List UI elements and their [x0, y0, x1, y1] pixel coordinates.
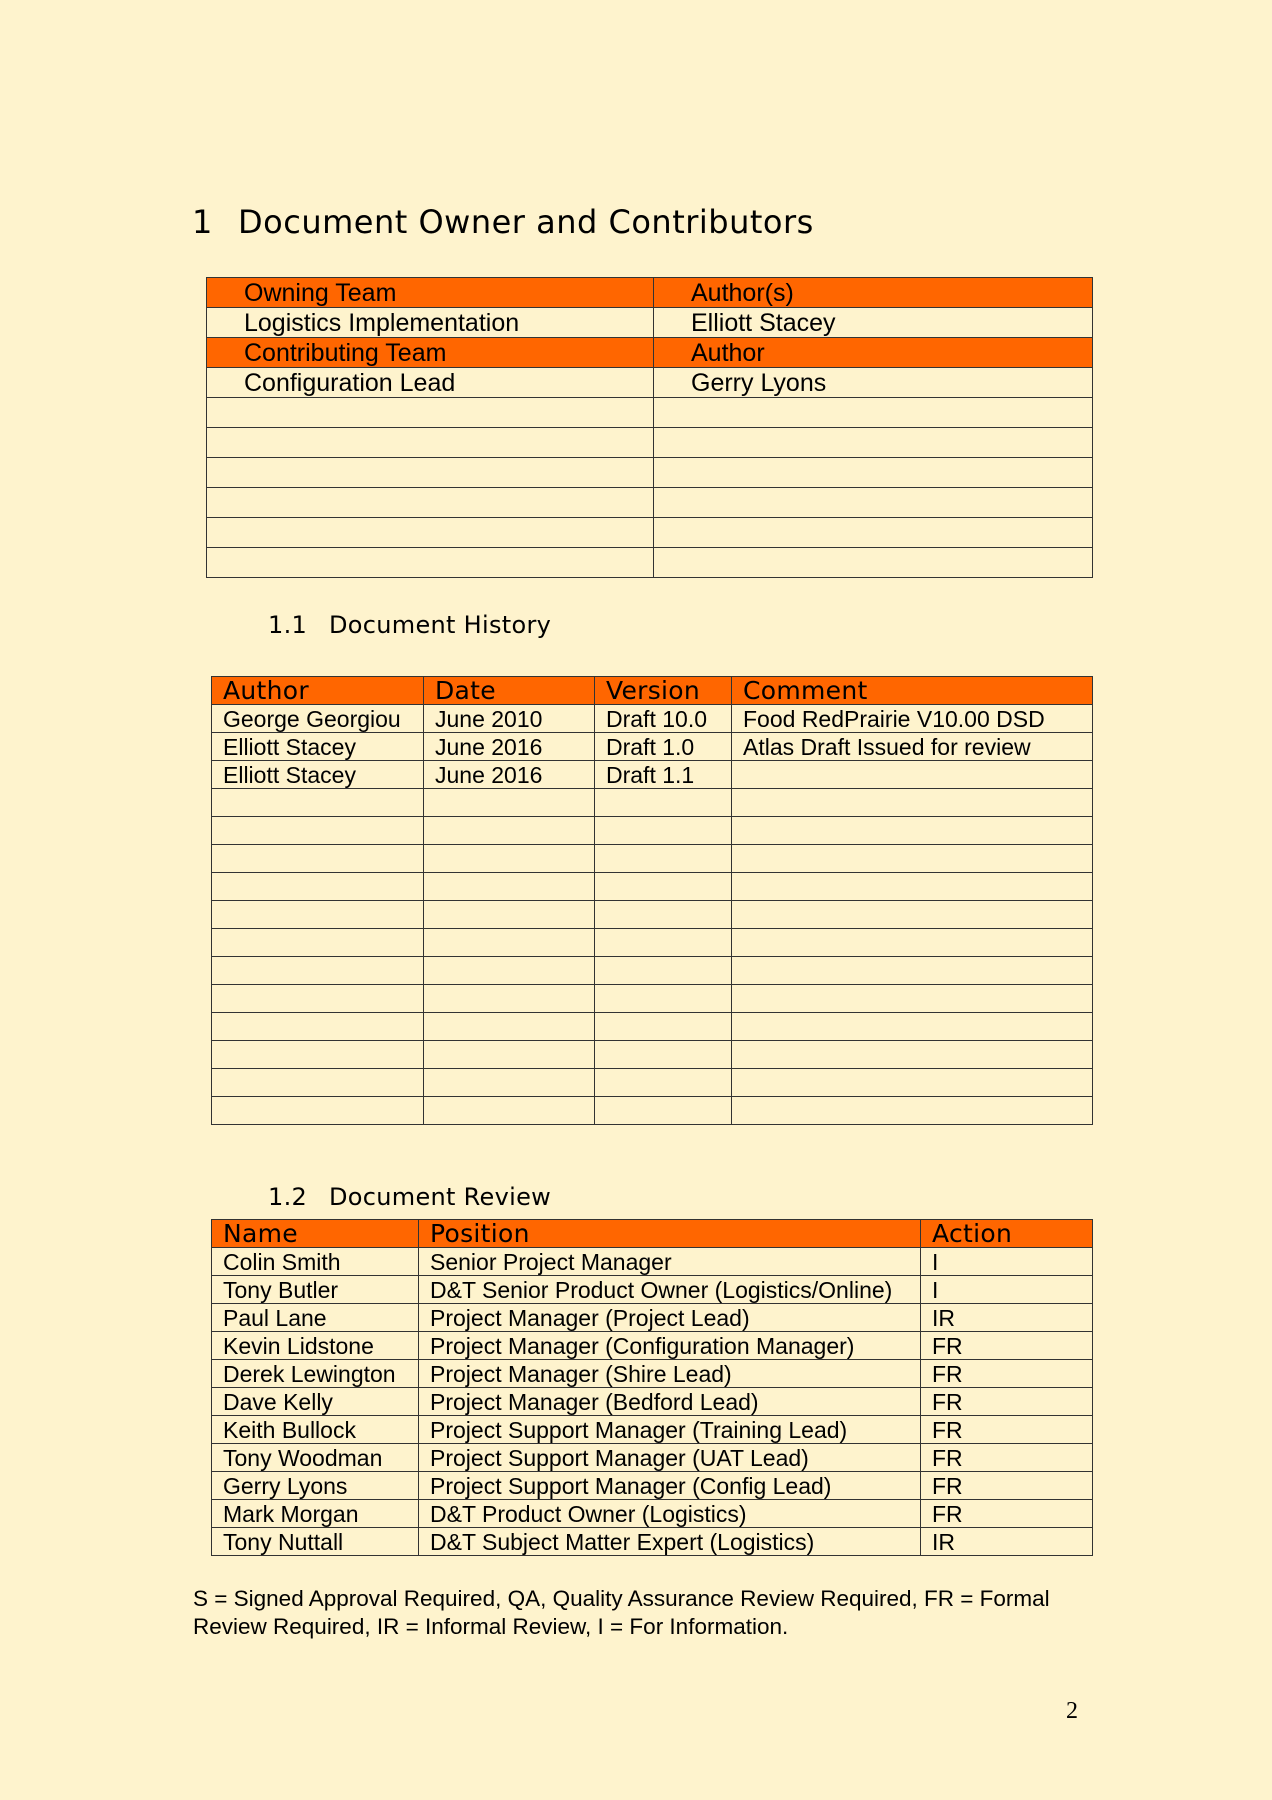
team-cell	[207, 518, 654, 548]
column-header: Author	[212, 677, 424, 705]
date-cell	[424, 1013, 595, 1041]
name-cell: Derek Lewington	[212, 1360, 419, 1388]
date-cell	[424, 1041, 595, 1069]
review-legend: S = Signed Approval Required, QA, Quality Assurance Review Required, FR = Formal Review Required, IR = Informal Review, I = For Information.	[193, 1586, 1050, 1639]
author-cell	[654, 548, 1093, 578]
date-cell	[424, 873, 595, 901]
owner-row	[207, 398, 1093, 428]
review-row	[212, 1276, 1093, 1304]
position-cell: Project Manager (Shire Lead)	[419, 1360, 921, 1388]
author-cell: Elliott Stacey	[212, 733, 424, 761]
comment-cell	[732, 1013, 1093, 1041]
team-cell	[207, 488, 654, 518]
version-cell	[595, 957, 732, 985]
owner-table	[206, 277, 1093, 578]
history-row	[212, 929, 1093, 957]
author-cell	[654, 518, 1093, 548]
date-cell	[424, 929, 595, 957]
section-number: 1	[192, 203, 213, 241]
version-cell	[595, 873, 732, 901]
version-cell	[595, 817, 732, 845]
version-cell	[595, 1097, 732, 1125]
team-cell	[207, 398, 654, 428]
comment-cell	[732, 817, 1093, 845]
history-row	[212, 817, 1093, 845]
action-cell: IR	[921, 1304, 1093, 1332]
comment-cell: Atlas Draft Issued for review	[732, 733, 1093, 761]
page-number: 2	[1066, 1698, 1078, 1724]
section-title: Document Owner and Contributors	[238, 203, 814, 241]
comment-cell	[732, 985, 1093, 1013]
author-cell	[212, 1097, 424, 1125]
action-cell: I	[921, 1248, 1093, 1276]
history-row	[212, 705, 1093, 733]
history-row	[212, 901, 1093, 929]
author-cell: Author	[654, 338, 1093, 368]
author-cell	[212, 1013, 424, 1041]
owner-row	[207, 368, 1093, 398]
name-cell: Mark Morgan	[212, 1500, 419, 1528]
action-cell: FR	[921, 1360, 1093, 1388]
version-cell	[595, 789, 732, 817]
section-heading-1-2	[268, 1183, 551, 1211]
position-cell: Project Support Manager (UAT Lead)	[419, 1444, 921, 1472]
review-row	[212, 1500, 1093, 1528]
section-title: Document History	[329, 611, 552, 639]
column-header: Action	[921, 1220, 1093, 1248]
date-cell	[424, 901, 595, 929]
history-table	[211, 676, 1093, 1125]
name-cell: Keith Bullock	[212, 1416, 419, 1444]
name-cell: Kevin Lidstone	[212, 1332, 419, 1360]
history-row	[212, 1041, 1093, 1069]
version-cell	[595, 929, 732, 957]
section-heading-1-1	[268, 611, 551, 639]
author-cell	[212, 901, 424, 929]
history-row	[212, 957, 1093, 985]
position-cell: Project Manager (Bedford Lead)	[419, 1388, 921, 1416]
review-row	[212, 1416, 1093, 1444]
date-cell	[424, 1097, 595, 1125]
name-cell: Colin Smith	[212, 1248, 419, 1276]
history-row	[212, 733, 1093, 761]
position-cell: Project Support Manager (Config Lead)	[419, 1472, 921, 1500]
version-cell	[595, 1013, 732, 1041]
comment-cell: Food RedPrairie V10.00 DSD	[732, 705, 1093, 733]
team-cell: Configuration Lead	[207, 368, 654, 398]
date-cell	[424, 845, 595, 873]
author-cell	[212, 929, 424, 957]
action-cell: IR	[921, 1528, 1093, 1556]
action-cell: FR	[921, 1416, 1093, 1444]
version-cell	[595, 1041, 732, 1069]
team-cell: Logistics Implementation	[207, 308, 654, 338]
owner-row	[207, 488, 1093, 518]
review-row	[212, 1528, 1093, 1556]
date-cell: June 2016	[424, 761, 595, 789]
owner-row	[207, 518, 1093, 548]
comment-cell	[732, 789, 1093, 817]
name-cell: Gerry Lyons	[212, 1472, 419, 1500]
position-cell: Project Manager (Configuration Manager)	[419, 1332, 921, 1360]
author-cell: George Georgiou	[212, 705, 424, 733]
position-cell: Senior Project Manager	[419, 1248, 921, 1276]
team-cell: Contributing Team	[207, 338, 654, 368]
team-cell	[207, 428, 654, 458]
column-header: Name	[212, 1220, 419, 1248]
review-row	[212, 1248, 1093, 1276]
date-cell: June 2010	[424, 705, 595, 733]
team-cell	[207, 548, 654, 578]
column-header: Version	[595, 677, 732, 705]
author-cell: Elliott Stacey	[212, 761, 424, 789]
date-cell	[424, 817, 595, 845]
name-cell: Tony Woodman	[212, 1444, 419, 1472]
date-cell	[424, 985, 595, 1013]
date-cell	[424, 789, 595, 817]
version-cell	[595, 1069, 732, 1097]
history-row	[212, 985, 1093, 1013]
history-row	[212, 789, 1093, 817]
history-row	[212, 845, 1093, 873]
review-table	[211, 1219, 1093, 1556]
comment-cell	[732, 873, 1093, 901]
team-cell: Owning Team	[207, 278, 654, 308]
owner-row	[207, 308, 1093, 338]
owner-row	[207, 428, 1093, 458]
comment-cell	[732, 845, 1093, 873]
date-cell	[424, 957, 595, 985]
author-cell	[654, 488, 1093, 518]
author-cell: Author(s)	[654, 278, 1093, 308]
date-cell	[424, 1069, 595, 1097]
author-cell	[212, 789, 424, 817]
author-cell	[654, 398, 1093, 428]
history-row	[212, 873, 1093, 901]
version-cell: Draft 10.0	[595, 705, 732, 733]
comment-cell	[732, 1097, 1093, 1125]
author-cell	[212, 1041, 424, 1069]
author-cell	[212, 873, 424, 901]
section-number: 1.2	[268, 1183, 308, 1211]
history-row	[212, 1097, 1093, 1125]
action-cell: FR	[921, 1388, 1093, 1416]
name-cell: Tony Nuttall	[212, 1528, 419, 1556]
action-cell: I	[921, 1276, 1093, 1304]
comment-cell	[732, 1069, 1093, 1097]
author-cell	[212, 957, 424, 985]
review-row	[212, 1304, 1093, 1332]
review-row	[212, 1332, 1093, 1360]
author-cell	[212, 1069, 424, 1097]
version-cell	[595, 901, 732, 929]
action-cell: FR	[921, 1472, 1093, 1500]
author-cell: Gerry Lyons	[654, 368, 1093, 398]
name-cell: Tony Butler	[212, 1276, 419, 1304]
history-row	[212, 1069, 1093, 1097]
comment-cell	[732, 761, 1093, 789]
column-header: Comment	[732, 677, 1093, 705]
position-cell: Project Support Manager (Training Lead)	[419, 1416, 921, 1444]
review-row	[212, 1360, 1093, 1388]
position-cell: D&T Senior Product Owner (Logistics/Online)	[419, 1276, 921, 1304]
version-cell: Draft 1.1	[595, 761, 732, 789]
owner-row	[207, 458, 1093, 488]
review-row	[212, 1472, 1093, 1500]
comment-cell	[732, 1041, 1093, 1069]
section-heading-1	[192, 203, 814, 241]
team-cell	[207, 458, 654, 488]
version-cell	[595, 845, 732, 873]
column-header: Date	[424, 677, 595, 705]
author-cell	[654, 458, 1093, 488]
action-cell: FR	[921, 1332, 1093, 1360]
date-cell: June 2016	[424, 733, 595, 761]
review-row	[212, 1444, 1093, 1472]
section-number: 1.1	[268, 611, 308, 639]
position-cell: D&T Subject Matter Expert (Logistics)	[419, 1528, 921, 1556]
comment-cell	[732, 929, 1093, 957]
comment-cell	[732, 901, 1093, 929]
author-cell	[654, 428, 1093, 458]
action-cell: FR	[921, 1500, 1093, 1528]
action-cell: FR	[921, 1444, 1093, 1472]
review-header-row	[212, 1220, 1093, 1248]
author-cell: Elliott Stacey	[654, 308, 1093, 338]
column-header: Position	[419, 1220, 921, 1248]
owner-header-row	[207, 338, 1093, 368]
author-cell	[212, 985, 424, 1013]
version-cell: Draft 1.0	[595, 733, 732, 761]
position-cell: Project Manager (Project Lead)	[419, 1304, 921, 1332]
owner-header-row	[207, 278, 1093, 308]
owner-row	[207, 548, 1093, 578]
position-cell: D&T Product Owner (Logistics)	[419, 1500, 921, 1528]
review-row	[212, 1388, 1093, 1416]
name-cell: Paul Lane	[212, 1304, 419, 1332]
author-cell	[212, 845, 424, 873]
history-header-row	[212, 677, 1093, 705]
history-row	[212, 761, 1093, 789]
name-cell: Dave Kelly	[212, 1388, 419, 1416]
section-title: Document Review	[329, 1183, 552, 1211]
history-row	[212, 1013, 1093, 1041]
version-cell	[595, 985, 732, 1013]
comment-cell	[732, 957, 1093, 985]
author-cell	[212, 817, 424, 845]
